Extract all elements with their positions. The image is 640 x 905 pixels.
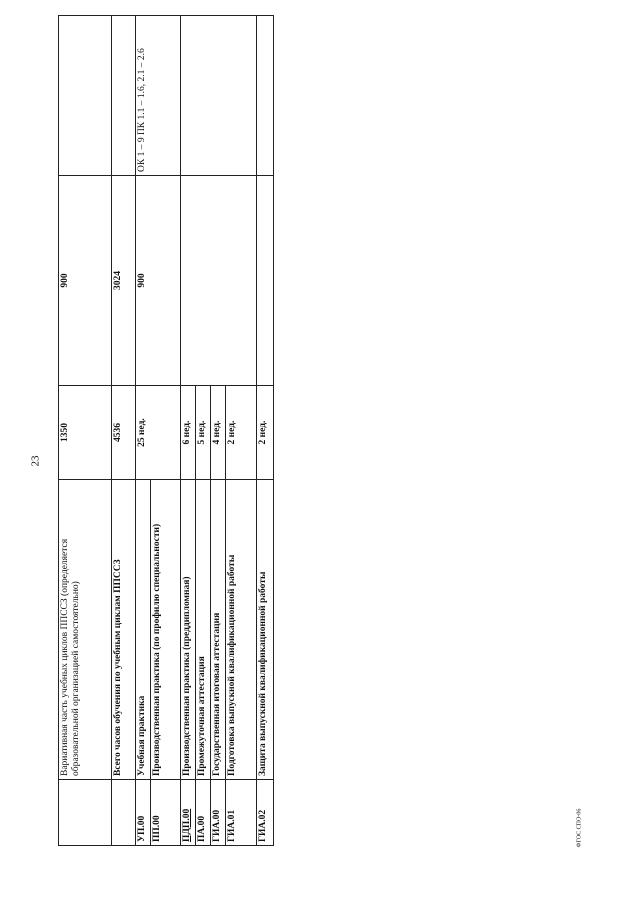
row-hours-max: 25 нед. [136, 386, 181, 480]
row-competencies [59, 16, 112, 176]
row-code: ПДП.00 [181, 780, 196, 846]
row-competencies [112, 16, 136, 176]
row-competencies [181, 16, 257, 176]
row-name: Всего часов обучения по учебным циклам ППССЗ [112, 480, 136, 780]
row-hours-max: 2 нед. [257, 386, 274, 480]
row-code: ГИА.02 [257, 780, 274, 846]
row-hours-max: 5 нед. [196, 386, 211, 480]
row-hours-required [181, 176, 257, 386]
row-code: ПА.00 [196, 780, 211, 846]
row-competencies: ОК 1 – 9 ПК 1.1 – 1.6, 2.1 – 2.6 [136, 16, 181, 176]
row-code: ГИА.01 [226, 780, 257, 846]
row-name: Подготовка выпускной квалификационной работы [226, 480, 257, 780]
row-code [59, 780, 112, 846]
row-hours-required: 900 [136, 176, 181, 386]
row-name: Промежуточная аттестация [196, 480, 211, 780]
table-row [59, 16, 112, 846]
curriculum-table-container [58, 16, 274, 846]
row-hours-max: 1350 [59, 386, 112, 480]
row-name: Учебная практика [136, 480, 151, 780]
row-hours-required: 3024 [112, 176, 136, 386]
row-hours-required: 900 [59, 176, 112, 386]
row-name: Вариативная часть учебных циклов ППССЗ (определяется образовательной организацией самостоятельно) [59, 480, 112, 780]
row-hours-required [257, 176, 274, 386]
row-code: ПП.00 [151, 780, 181, 846]
row-hours-max: 2 нед. [226, 386, 257, 480]
table-row [136, 16, 151, 846]
row-name: Производственная практика (преддипломная) [181, 480, 196, 780]
row-code [112, 780, 136, 846]
row-competencies [257, 16, 274, 176]
page-number: 23 [29, 455, 42, 467]
row-hours-max: 4536 [112, 386, 136, 480]
curriculum-table [58, 15, 274, 846]
row-name: Производственная практика (по профилю специальности) [151, 480, 181, 780]
table-row [257, 16, 274, 846]
row-name: Государственная итоговая аттестация [211, 480, 226, 780]
footer-document-code: ФГОС СПО-06 [576, 808, 583, 848]
table-row [112, 16, 136, 846]
table-row [181, 16, 196, 846]
row-name: Защита выпускной квалификационной работы [257, 480, 274, 780]
row-hours-max: 6 нед. [181, 386, 196, 480]
row-code: ГИА.00 [211, 780, 226, 846]
row-hours-max: 4 нед. [211, 386, 226, 480]
row-code: УП.00 [136, 780, 151, 846]
